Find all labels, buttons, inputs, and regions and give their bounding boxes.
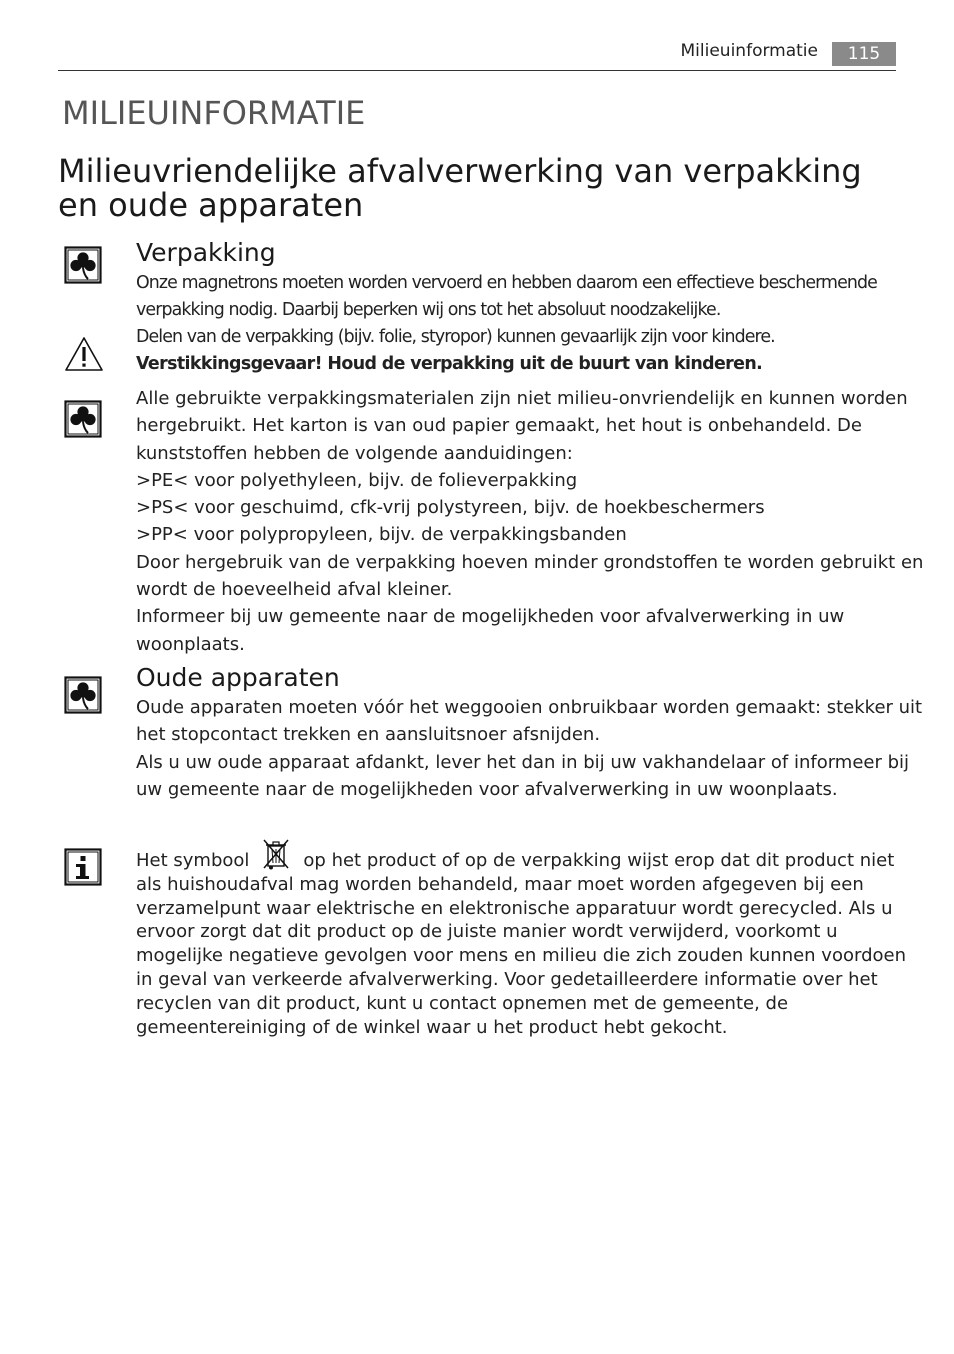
info-icon bbox=[64, 848, 102, 886]
text-line: het stopcontact trekken en aansluitsnoer afsnijden. bbox=[136, 724, 601, 746]
crossed-bin-icon bbox=[261, 838, 291, 870]
text-line: mogelijke negatieve gevolgen voor mens en milieu die zich zouden kunnen voordoen bbox=[136, 945, 906, 967]
text-line: verzamelpunt waar elektrische en elektronische apparatuur wordt gerecycled. Als u bbox=[136, 897, 893, 919]
text-line: kunststoffen hebben de volgende aanduidingen: bbox=[136, 442, 573, 464]
text-line: Alle gebruikte verpakkingsmaterialen zijn niet milieu-onvriendelijk en kunnen worden bbox=[136, 388, 908, 409]
verpakking-materials bbox=[136, 385, 924, 658]
info-prefix: Het symbool bbox=[136, 850, 250, 871]
text-line: als huishoudafval mag worden behandeld, maar moet worden afgegeven bij een bbox=[136, 873, 864, 895]
text-line: >PP< voor polypropyleen, bijv. de verpakkingsbanden bbox=[136, 524, 627, 546]
oude-apparaten-text bbox=[136, 694, 923, 803]
clover-icon bbox=[64, 400, 102, 438]
section-subtitle: Milieuvriendelijke afvalverwerking van verpakking en oude apparaten bbox=[58, 152, 862, 224]
clover-icon bbox=[64, 676, 102, 714]
header-section-title: Milieuinformatie bbox=[680, 41, 818, 61]
text-line: hergebruikt. Het karton is van oud papier gemaakt, het hout is onbehandeld. De bbox=[136, 415, 862, 437]
page-title: MILIEUINFORMATIE bbox=[62, 94, 366, 132]
text-line: >PS< voor geschuimd, cfk-vrij polystyreen, bijv. de hoekbeschermers bbox=[136, 497, 765, 519]
clover-icon bbox=[64, 246, 102, 284]
heading-oude-apparaten: Oude apparaten bbox=[136, 663, 340, 692]
weee-info-text bbox=[136, 838, 906, 1039]
page-number: 115 bbox=[832, 42, 896, 66]
text-line: >PE< voor polyethyleen, bijv. de folieverpakking bbox=[136, 469, 578, 491]
warning-text: Verstikkingsgevaar! Houd de verpakking uit de buurt van kinderen. bbox=[136, 354, 763, 374]
warning-triangle-icon bbox=[64, 336, 104, 372]
text-line: Oude apparaten moeten vóór het weggooien onbruikbaar worden gemaakt: stekker uit bbox=[136, 697, 923, 718]
page-header bbox=[58, 40, 896, 71]
text-line: in geval van verkeerde afvalverwerking. Voor gedetailleerdere informatie over het bbox=[136, 968, 878, 990]
text-line: Onze magnetrons moeten worden vervoerd en hebben daarom een effectieve beschermende bbox=[136, 273, 877, 293]
text-line: Informeer bij uw gemeente naar de mogelijkheden voor afvalverwerking in uw bbox=[136, 606, 845, 628]
text-line: Door hergebruik van de verpakking hoeven minder grondstoffen te worden gebruikt en bbox=[136, 551, 924, 573]
text-line bbox=[136, 838, 894, 873]
info-first-line-rest: op het product of op de verpakking wijst erop dat dit product niet bbox=[303, 850, 895, 871]
heading-verpakking: Verpakking bbox=[136, 238, 276, 267]
text-line: recyclen van dit product, kunt u contact opnemen met de gemeente, de bbox=[136, 992, 789, 1014]
text-line: uw gemeente naar de mogelijkheden voor afvalverwerking in uw woonplaats. bbox=[136, 778, 838, 800]
text-line: wordt de hoeveelheid afval kleiner. bbox=[136, 579, 453, 601]
text-line: woonplaats. bbox=[136, 633, 245, 655]
text-line: Als u uw oude apparaat afdankt, lever het dan in bij uw vakhandelaar of informeer bij bbox=[136, 751, 910, 773]
text-line: ervoor zorgt dat dit product op de juiste manier wordt verwijderd, voorkomt u bbox=[136, 921, 838, 943]
text-line: verpakking nodig. Daarbij beperken wij ons tot het absoluut noodzakelijke. bbox=[136, 300, 721, 320]
text-line: gemeentereiniging of de winkel waar u het product hebt gekocht. bbox=[136, 1016, 728, 1038]
verpakking-intro bbox=[136, 270, 896, 378]
text-line: Delen van de verpakking (bijv. folie, styropor) kunnen gevaarlijk zijn voor kindere. bbox=[136, 327, 775, 347]
